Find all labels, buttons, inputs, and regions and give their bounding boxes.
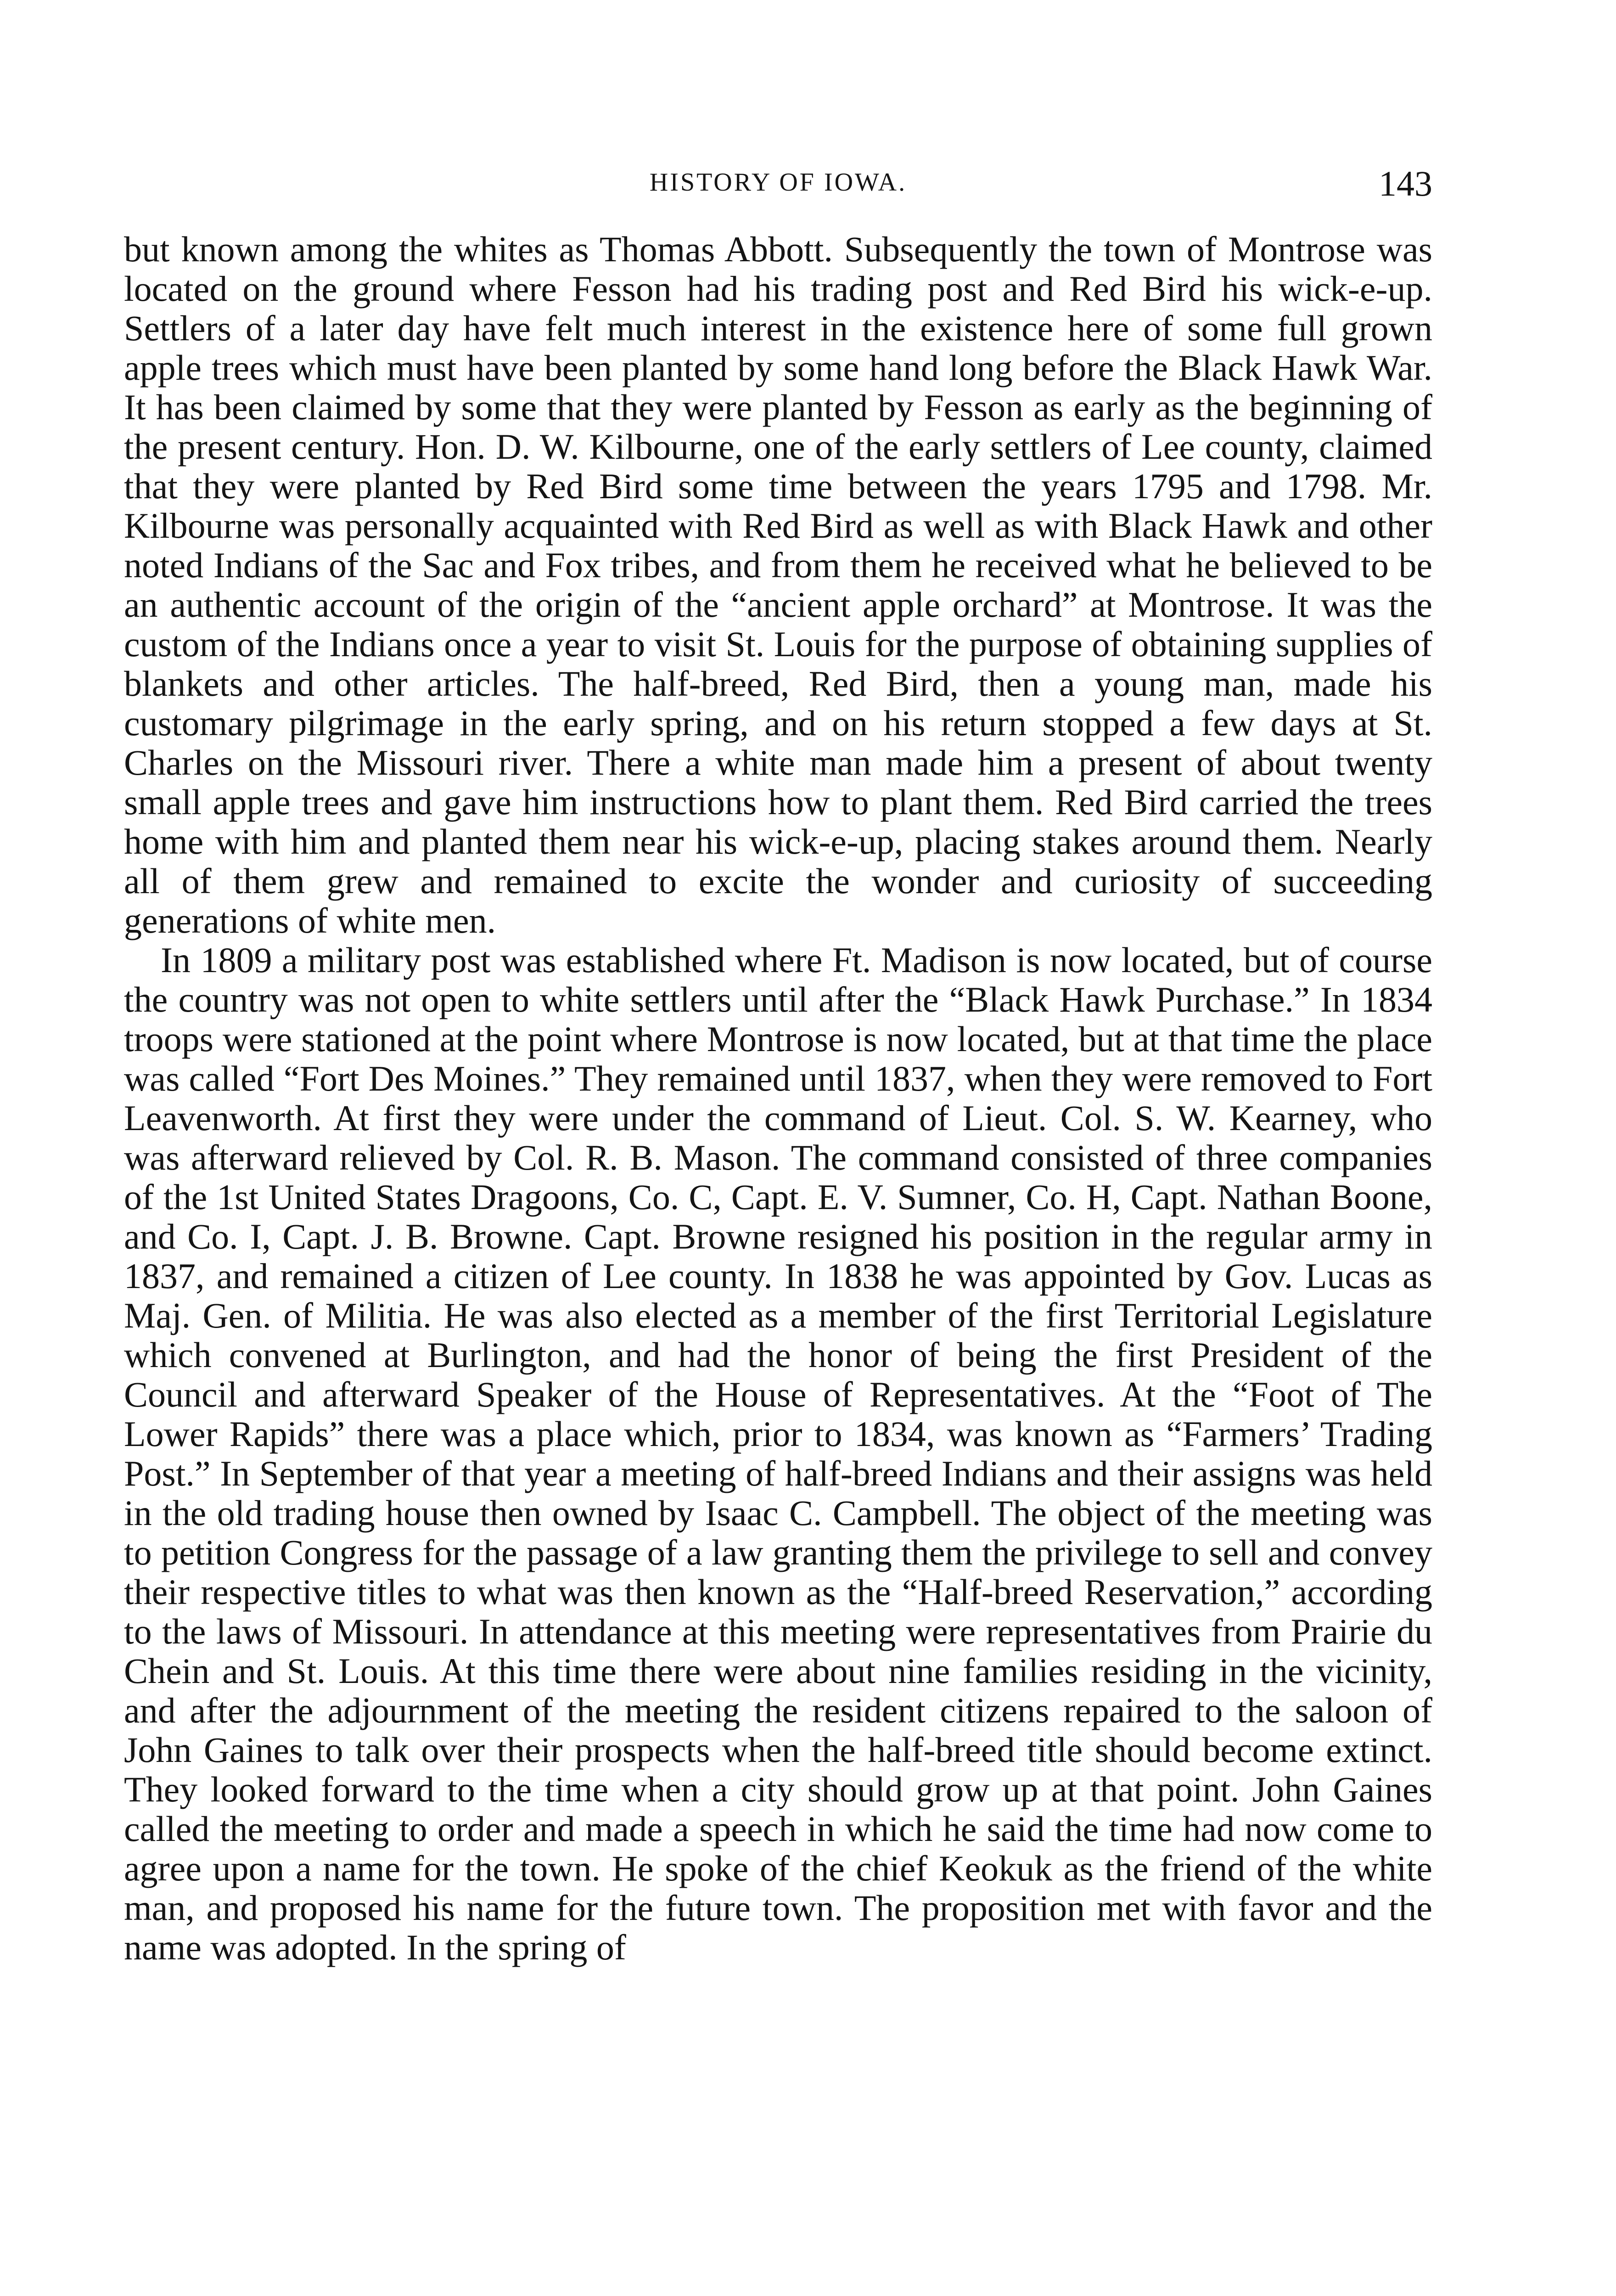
paragraph-2: In 1809 a military post was established where Ft. Madison is now located, but of course the country was not open to white settlers until after the “Black Hawk Purchase.” In 1834 troops were stationed at the point where Montrose is now located, but at that time the place was called “Fort Des Moines.” They remained until 1837, when they were removed to Fort Leavenworth. At first they were under the command of Lieut. Col. S. W. Kearney, who was afterward relieved by Col. R. B. Mason. The command consisted of three companies of the 1st United States Dragoons, Co. C, Capt. E. V. Sumner, Co. H, Capt. Nathan Boone, and Co. I, Capt. J. B. Browne. Capt. Browne resigned his position in the regular army in 1837, and remained a citizen of Lee county. In 1838 he was appointed by Gov. Lucas as Maj. Gen. of Militia. He was also elected as a member of the first Territorial Legislature which convened at Burlington, and had the honor of being the first President of the Council and afterward Speaker of the House of Representatives. At the “Foot of The Lower Rapids” there was a place which, prior to 1834, was known as “Farmers’ Trading Post.” In September of that year a meeting of half-breed Indians and their assigns was held in the old trading house then owned by Isaac C. Campbell. The object of the meeting was to petition Congress for the passage of a law granting them the privilege to sell and convey their respective titles to what was then known as the “Half-breed Reservation,” according to the laws of Missouri. In attendance at this meeting were representatives from Prairie du Chein and St. Louis. At this time there were about nine families residing in the vicinity, and after the adjournment of the meeting the resident citizens repaired to the saloon of John Gaines to talk over their prospects when the half-breed title should become extinct. They looked forward to the time when a city should grow up at that point. John Gaines called the meeting to order and made a speech in which he said the time had now come to agree upon a name for the town. He spoke of the chief Keokuk as the friend of the white man, and proposed his name for the future town. The proposition met with favor and the name was adopted. In the spring of <box>124 940 1432 1967</box>
paragraph-1: but known among the whites as Thomas Abbott. Subsequently the town of Montrose was located on the ground where Fesson had his trading post and Red Bird his wick-e-up. Settlers of a later day have felt much interest in the existence here of some full grown apple trees which must have been planted by some hand long before the Black Hawk War. It has been claimed by some that they were planted by Fesson as early as the beginning of the present century. Hon. D. W. Kilbourne, one of the early settlers of Lee county, claimed that they were planted by Red Bird some time between the years 1795 and 1798. Mr. Kilbourne was personally acquainted with Red Bird as well as with Black Hawk and other noted Indians of the Sac and Fox tribes, and from them he received what he believed to be an authentic account of the origin of the “ancient apple orchard” at Montrose. It was the custom of the Indians once a year to visit St. Louis for the purpose of obtaining supplies of blankets and other articles. The half-breed, Red Bird, then a young man, made his customary pilgrimage in the early spring, and on his return stopped a few days at St. Charles on the Missouri river. There a white man made him a present of about twenty small apple trees and gave him instructions how to plant them. Red Bird carried the trees home with him and planted them near his wick-e-up, placing stakes around them. Nearly all of them grew and remained to excite the wonder and curiosity of succeeding generations of white men. <box>124 229 1432 940</box>
body-text <box>124 230 1432 1967</box>
page-number: 143 <box>1379 163 1432 203</box>
running-title: HISTORY OF IOWA. <box>649 168 907 197</box>
running-header <box>124 163 1432 204</box>
